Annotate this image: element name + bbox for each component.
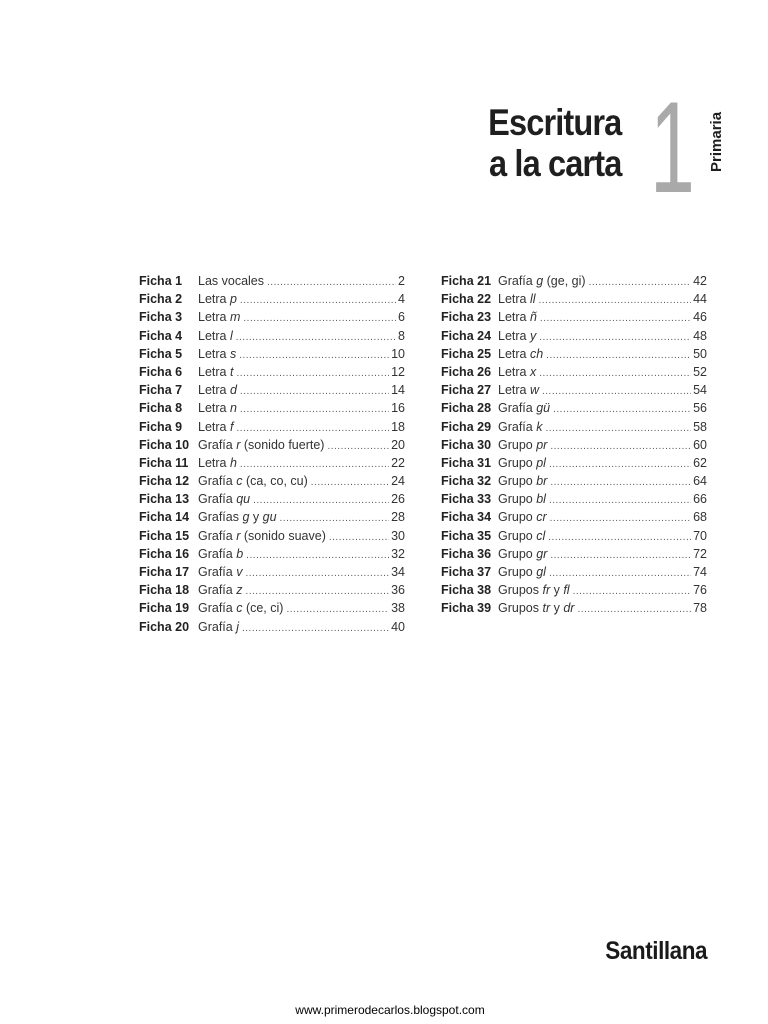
toc-page: 2	[398, 274, 405, 288]
toc-leader	[245, 565, 389, 583]
toc-row	[139, 381, 405, 399]
toc-leader	[549, 456, 691, 474]
toc-number: Ficha 33	[441, 492, 492, 507]
toc-number: Ficha 38	[441, 583, 492, 598]
toc-page: 70	[693, 528, 707, 543]
toc-leader	[267, 274, 396, 292]
toc-title: Grafía k	[498, 419, 543, 434]
toc-title: Grafía b	[198, 546, 244, 561]
toc-number: Ficha 15	[139, 528, 190, 543]
toc-title: Grafía g (ge, gi)	[498, 274, 586, 288]
toc-page: 68	[693, 510, 707, 525]
toc-page: 62	[693, 455, 707, 470]
toc-row	[441, 527, 707, 545]
toc-leader	[240, 401, 389, 419]
toc-number: Ficha 9	[139, 419, 183, 434]
toc-leader	[539, 292, 692, 310]
toc-leader	[539, 365, 691, 383]
toc-title: Grupo gr	[498, 546, 548, 561]
toc-title: Letra x	[498, 364, 537, 379]
toc-page: 34	[391, 565, 405, 579]
toc-row	[139, 418, 405, 436]
toc-page: 38	[391, 601, 405, 616]
footer-url[interactable]: www.primerodecarlos.blogspot.com	[295, 1003, 485, 1017]
toc-number: Ficha 3	[139, 310, 183, 325]
toc-page: 52	[693, 364, 707, 379]
toc-page: 64	[693, 474, 707, 489]
toc-leader	[243, 310, 396, 328]
toc-title: Grafía c (ca, co, cu)	[198, 474, 308, 489]
toc-title: Letra t	[198, 364, 234, 379]
toc-leader	[242, 620, 389, 638]
toc-number: Ficha 16	[139, 546, 190, 561]
grade-number: 1	[650, 74, 695, 220]
toc-page: 6	[398, 310, 405, 325]
toc-page: 10	[391, 346, 405, 361]
toc-leader	[549, 492, 691, 510]
toc-leader	[240, 292, 396, 310]
toc-page: 30	[391, 528, 405, 543]
toc-row	[441, 490, 707, 508]
toc-title: Letra m	[198, 310, 241, 325]
toc-row	[139, 399, 405, 417]
toc-number: Ficha 32	[441, 474, 492, 489]
toc-page: 66	[693, 492, 707, 507]
toc-row	[139, 599, 405, 617]
toc-leader	[286, 601, 389, 619]
toc-title: Letra n	[198, 401, 237, 416]
toc-row	[139, 363, 405, 381]
toc-number: Ficha 2	[139, 292, 183, 307]
toc-page: 36	[391, 583, 405, 598]
toc-row	[441, 272, 707, 290]
toc-row	[139, 308, 405, 326]
toc-leader	[577, 601, 691, 619]
toc-row	[441, 545, 707, 563]
toc-number: Ficha 23	[441, 310, 492, 325]
toc-leader	[239, 347, 389, 365]
toc-page: 22	[391, 455, 405, 470]
toc-leader	[246, 547, 389, 565]
toc-title: Grafía c (ce, ci)	[198, 601, 284, 616]
toc-row	[139, 436, 405, 454]
toc-number: Ficha 6	[139, 364, 183, 379]
toc-row	[441, 327, 707, 345]
toc-leader	[545, 420, 691, 438]
toc-title: Letra y	[498, 328, 537, 343]
toc-page: 78	[693, 601, 707, 616]
toc-number: Ficha 17	[139, 565, 190, 579]
toc-number: Ficha 19	[139, 601, 190, 616]
toc-number: Ficha 12	[139, 474, 190, 489]
toc-row	[139, 345, 405, 363]
toc-page: 54	[693, 383, 707, 398]
toc-number: Ficha 13	[139, 492, 190, 507]
toc-page: 56	[693, 401, 707, 416]
toc-row	[441, 581, 707, 599]
toc-row	[139, 581, 405, 599]
toc-row	[441, 436, 707, 454]
toc-title: Grupo pr	[498, 437, 548, 452]
toc-leader	[327, 438, 389, 456]
toc-row	[139, 545, 405, 563]
toc-title: Grafía r (sonido fuerte)	[198, 437, 325, 452]
toc-leader	[573, 583, 692, 601]
toc-title: Grafía gü	[498, 401, 551, 416]
level-label: Primaria	[708, 111, 725, 172]
toc-number: Ficha 14	[139, 510, 190, 525]
toc-title: Grupo gl	[498, 565, 546, 579]
toc-title: Letra p	[198, 292, 237, 307]
toc-row	[441, 563, 707, 581]
toc-number: Ficha 37	[441, 565, 492, 579]
toc-page: 26	[391, 492, 405, 507]
toc-number: Ficha 4	[139, 328, 183, 343]
toc-row	[139, 290, 405, 308]
toc-leader	[549, 565, 691, 583]
toc-page: 74	[693, 565, 707, 579]
toc-title: Las vocales	[198, 274, 265, 288]
toc-leader	[311, 474, 389, 492]
toc-row	[441, 599, 707, 617]
toc-page: 12	[391, 364, 405, 379]
toc-leader	[550, 510, 691, 528]
toc-number: Ficha 20	[139, 619, 190, 634]
title-line-2: a la carta	[488, 143, 621, 184]
toc-leader	[548, 529, 691, 547]
toc-title: Grupos fr y fl	[498, 583, 570, 598]
title-line-1: Escritura	[487, 102, 621, 143]
toc-leader	[240, 383, 389, 401]
toc-number: Ficha 24	[441, 328, 492, 343]
toc-number: Ficha 21	[441, 274, 492, 288]
toc-row	[139, 508, 405, 526]
toc-number: Ficha 11	[139, 455, 189, 470]
toc-page: 20	[391, 437, 405, 452]
toc-page: 32	[391, 546, 405, 561]
toc-title: Grupos tr y dr	[498, 601, 575, 616]
toc-row	[441, 418, 707, 436]
toc-number: Ficha 26	[441, 364, 492, 379]
toc-row	[139, 327, 405, 345]
toc-title: Letra d	[198, 383, 237, 398]
toc-title: Grupo bl	[498, 492, 546, 507]
toc-row	[441, 454, 707, 472]
toc-leader	[540, 310, 691, 328]
toc-number: Ficha 34	[441, 510, 492, 525]
toc-page: 76	[693, 583, 707, 598]
toc-page: 44	[693, 292, 707, 307]
toc-row	[139, 618, 405, 636]
toc-leader	[539, 329, 691, 347]
toc-row	[139, 563, 405, 581]
toc-title: Letra h	[198, 455, 237, 470]
toc-number: Ficha 27	[441, 383, 492, 398]
toc-page: 58	[693, 419, 707, 434]
page-title	[488, 102, 621, 184]
toc-title: Grafía qu	[198, 492, 251, 507]
toc-number: Ficha 18	[139, 583, 190, 598]
toc-row	[441, 472, 707, 490]
toc-page: 8	[398, 328, 405, 343]
toc-leader	[546, 347, 691, 365]
toc-title: Letra w	[498, 383, 539, 398]
toc-number: Ficha 28	[441, 401, 492, 416]
toc-title: Grafías g y gu	[198, 510, 277, 525]
toc-leader	[550, 438, 691, 456]
toc-page: 14	[391, 383, 405, 398]
toc-leader	[589, 274, 692, 292]
toc-number: Ficha 31	[441, 455, 492, 470]
toc-page: 18	[391, 419, 405, 434]
toc-title: Letra ñ	[498, 310, 537, 325]
toc-row	[441, 345, 707, 363]
toc-column-left	[139, 272, 405, 636]
toc-page: 28	[391, 510, 405, 525]
toc-number: Ficha 25	[441, 346, 492, 361]
toc-number: Ficha 22	[441, 292, 492, 307]
toc-row	[441, 363, 707, 381]
toc-title: Letra ch	[498, 346, 544, 361]
toc-leader	[553, 401, 691, 419]
toc-page: 42	[693, 274, 707, 288]
toc-number: Ficha 8	[139, 401, 183, 416]
toc-leader	[542, 383, 691, 401]
toc-number: Ficha 36	[441, 546, 492, 561]
toc-row	[139, 490, 405, 508]
toc-number: Ficha 7	[139, 383, 183, 398]
toc-number: Ficha 29	[441, 419, 492, 434]
toc-page: 24	[391, 474, 405, 489]
toc-title: Grupo cl	[498, 528, 546, 543]
toc-number: Ficha 5	[139, 346, 183, 361]
toc-leader	[550, 474, 691, 492]
publisher-logo: Santillana	[605, 937, 707, 965]
toc-title: Grafía r (sonido suave)	[198, 528, 326, 543]
toc-title: Grafía j	[198, 619, 239, 634]
toc-row	[441, 308, 707, 326]
toc-number: Ficha 30	[441, 437, 492, 452]
toc-leader	[550, 547, 691, 565]
toc-row	[441, 290, 707, 308]
toc-leader	[236, 365, 389, 383]
toc-title: Grupo br	[498, 474, 548, 489]
toc-number: Ficha 1	[139, 274, 183, 288]
toc-row	[139, 527, 405, 545]
toc-row	[441, 399, 707, 417]
toc-leader	[236, 329, 396, 347]
toc-column-right	[441, 272, 707, 618]
toc-page: 60	[693, 437, 707, 452]
toc-row	[139, 272, 405, 290]
toc-title: Letra s	[198, 346, 237, 361]
toc-number: Ficha 35	[441, 528, 492, 543]
toc-title: Grupo pl	[498, 455, 546, 470]
toc-row	[441, 381, 707, 399]
toc-row	[139, 472, 405, 490]
toc-page: 16	[391, 401, 405, 416]
toc-page: 72	[693, 546, 707, 561]
toc-page: 50	[693, 346, 707, 361]
toc-number: Ficha 10	[139, 437, 190, 452]
toc-row	[139, 454, 405, 472]
toc-page: 40	[391, 619, 405, 634]
toc-title: Grafía v	[198, 565, 243, 579]
toc-title: Grafía z	[198, 583, 243, 598]
toc-title: Grupo cr	[498, 510, 547, 525]
toc-title: Letra ll	[498, 292, 536, 307]
toc-title: Letra l	[198, 328, 233, 343]
toc-row	[441, 508, 707, 526]
toc-leader	[329, 529, 389, 547]
toc-page: 46	[693, 310, 707, 325]
toc-number: Ficha 39	[441, 601, 492, 616]
toc-page: 4	[398, 292, 405, 307]
toc-page: 48	[693, 328, 707, 343]
toc-title: Letra f	[198, 419, 234, 434]
